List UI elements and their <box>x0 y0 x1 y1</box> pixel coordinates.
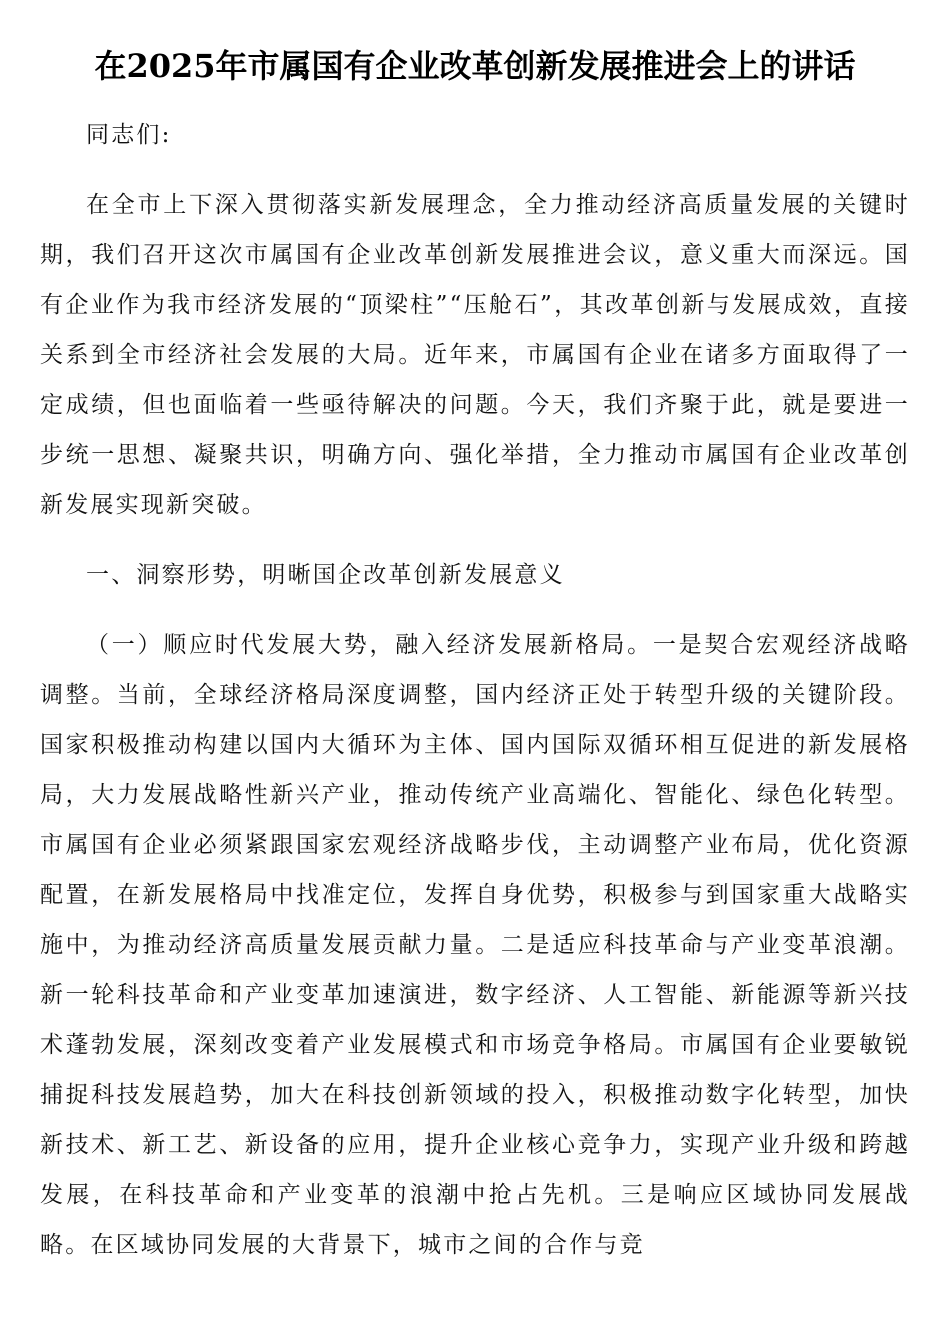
greeting-paragraph: 同志们: <box>86 122 172 148</box>
body-paragraph: （一）顺应时代发展大势，融入经济发展新格局。一是契合宏观经济战略调整。当前，全球经济格局深度调整，国内经济正处于转型升级的关键阶段。国家积极推动构建以国内大循环为主体、国内国际双循环相互促进的新发展格局，大力发展战略性新兴产业，推动传统产业高端化、智能化、绿色化转型。市属国有企业必须紧跟国家宏观经济战略步伐，主动调整产业布局，优化资源配置，在新发展格局中找准定位，发挥自身优势，积极参与到国家重大战略实施中，为推动经济高质量发展贡献力量。二是适应科技革命与产业变革浪潮。新一轮科技革命和产业变革加速演进，数字经济、人工智能、新能源等新兴技术蓬勃发展，深刻改变着产业发展模式和市场竞争格局。市属国有企业要敏锐捕捉科技发展趋势，加大在科技创新领域的投入，积极推动数字化转型，加快新技术、新工艺、新设备的应用，提升企业核心竞争力，实现产业升级和跨越发展，在科技革命和产业变革的浪潮中抢占先机。三是响应区域协同发展战略。在区域协同发展的大背景下，城市之间的合作与竞 <box>40 632 910 1258</box>
section-heading: 一、洞察形势，明晰国企改革创新发展意义 <box>86 562 565 588</box>
document-title: 在2025年市属国有企业改革创新发展推进会上的讲话 <box>94 47 856 85</box>
intro-paragraph: 在全市上下深入贯彻落实新发展理念，全力推动经济高质量发展的关键时期，我们召开这次市属国有企业改革创新发展推进会议，意义重大而深远。国有企业作为我市经济发展的“顶梁柱”“压舱石”，其改革创新与发展成效，直接关系到全市经济社会发展的大局。近年来，市属国有企业在诸多方面取得了一定成绩，但也面临着一些亟待解决的问题。今天，我们齐聚于此，就是要进一步统一思想、凝聚共识，明确方向、强化举措，全力推动市属国有企业改革创新发展实现新突破。 <box>40 192 910 518</box>
